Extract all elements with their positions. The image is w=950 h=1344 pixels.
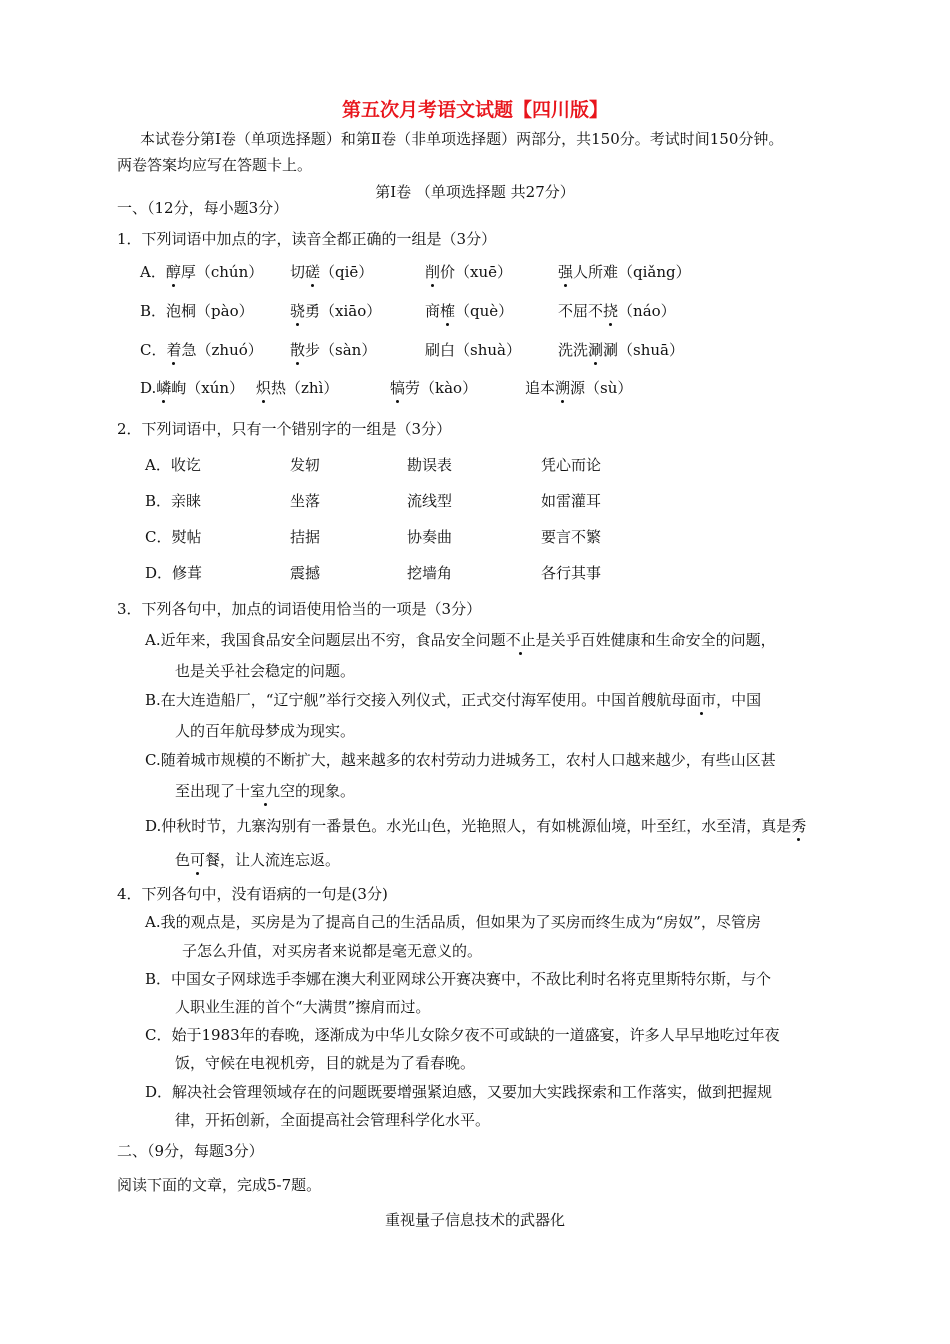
q2-row-a-2: 发轫 [290,456,321,474]
q1-option-a-2: 切磋（qiē） [290,263,374,281]
q4-option-c-line1: C．始于1983年的春晚，逐渐成为中华儿女除夕夜不可或缺的一道盛宴，许多人早早地吃过年夜 [145,1026,780,1044]
section2-heading: 二、（9分，每题3分） [117,1142,264,1160]
q1-option-b-2: 骁勇（xiāo） [290,302,382,320]
article-title: 重视量子信息技术的武器化 [384,1211,565,1229]
q3-option-d-line2: 色可餐，让人流连忘返。 [175,851,341,869]
q3-option-c-line2: 至出现了十室九空的现象。 [175,782,356,800]
q3-option-d-line1: D.仲秋时节，九寨沟别有一番景色。水光山色，光艳照人，有如桃源仙境，叶至红，水至清，真是秀 [145,817,807,835]
q1-option-b-3: 商榷（què） [425,302,514,320]
q1-option-b: B．泡桐（pào） [140,302,254,320]
exam-title: 第五次月考语文试题【四川版】 [341,99,608,121]
q4-option-a-line2: 子怎么升值，对买房者来说都是毫无意义的。 [182,942,483,960]
q4-stem: 4．下列各句中，没有语病的一句是(3分) [117,885,388,903]
q2-row-a-3: 勘误表 [407,456,453,474]
intro-line-1: 本试卷分第Ⅰ卷（单项选择题）和第Ⅱ卷（非单项选择题）两部分，共150分。考试时间150分钟。 [140,130,784,148]
q1-option-c-2: 散步（sàn） [290,341,377,359]
q2-row-d-1: D．修葺 [145,564,203,582]
q1-option-d: D.嶙峋（xún） [140,379,245,397]
q3-option-b-line2: 人的百年航母梦成为现实。 [175,722,356,740]
q2-row-d-3: 挖墙角 [407,564,453,582]
q1-option-d-2: 炽热（zhì） [256,379,339,397]
q2-row-b-2: 坐落 [290,492,321,510]
q1-option-d-4: 追本溯源（sù） [525,379,633,397]
q2-row-c-3: 协奏曲 [407,528,453,546]
q3-option-c-line1: C.随着城市规模的不断扩大，越来越多的农村劳动力进城务工，农村人口越来越少，有些山区甚 [145,751,776,769]
q3-option-a-line2: 也是关乎社会稳定的问题。 [175,662,356,680]
q4-option-b-line2: 人职业生涯的首个“大满贯”擦肩而过。 [175,998,431,1016]
q2-row-c-1: C．熨帖 [145,528,202,546]
q4-option-d-line1: D．解决社会管理领域存在的问题既要增强紧迫感，又要加大实践探索和工作落实，做到把握规 [145,1083,773,1101]
q2-row-d-4: 各行其事 [541,564,602,582]
q2-row-c-2: 拮据 [290,528,321,546]
q2-row-a-4: 凭心而论 [541,456,602,474]
q2-stem: 2．下列词语中，只有一个错别字的一组是（3分） [117,420,452,438]
q1-option-b-4: 不屈不挠（náo） [558,302,676,320]
intro-line-2: 两卷答案均应写在答题卡上。 [117,156,313,174]
q2-row-b-3: 流线型 [407,492,453,510]
q2-row-b-4: 如雷灌耳 [541,492,602,510]
q2-row-a-1: A．收讫 [145,456,201,474]
q1-option-c: C．着急（zhuó） [140,341,263,359]
q4-option-c-line2: 饭，守候在电视机旁，目的就是为了看春晚。 [175,1054,476,1072]
q4-option-a-line1: A.我的观点是，买房是为了提高自己的生活品质，但如果为了买房而终生成为“房奴”，尽管房 [145,913,761,931]
reading-instruction: 阅读下面的文章，完成5-7题。 [117,1176,322,1194]
section1-heading: 一、（12分，每小题3分） [117,199,289,217]
q1-stem: 1．下列词语中加点的字，读音全都正确的一组是（3分） [117,230,497,248]
volume1-heading: 第Ⅰ卷 （单项选择题 共27分） [375,183,575,201]
q2-row-b-1: B．亲睐 [145,492,202,510]
q4-option-d-line2: 律，开拓创新，全面提高社会管理科学化水平。 [175,1111,491,1129]
q3-option-a-line1: A.近年来，我国食品安全问题层出不穷，食品安全问题不止是关乎百姓健康和生命安全的问题， [145,631,776,649]
q1-option-c-3: 刷白（shuà） [425,341,521,359]
q2-row-d-2: 震撼 [290,564,321,582]
q4-option-b-line1: B．中国女子网球选手李娜在澳大利亚网球公开赛决赛中，不敌比利时名将克里斯特尔斯，与个 [145,970,772,988]
q3-stem: 3．下列各句中，加点的词语使用恰当的一项是（3分） [117,600,482,618]
q1-option-a-3: 削价（xuē） [425,263,513,281]
q3-option-b-line1: B.在大连造船厂，“辽宁舰”举行交接入列仪式，正式交付海军使用。中国首艘航母面市，中国 [145,691,762,709]
q1-option-a-4: 强人所难（qiǎng） [558,263,691,281]
q1-option-c-4: 洗洗涮涮（shuā） [558,341,684,359]
q1-option-a: A．醇厚（chún） [140,263,264,281]
q2-row-c-4: 要言不繁 [541,528,602,546]
q1-option-d-3: 犒劳（kào） [390,379,478,397]
